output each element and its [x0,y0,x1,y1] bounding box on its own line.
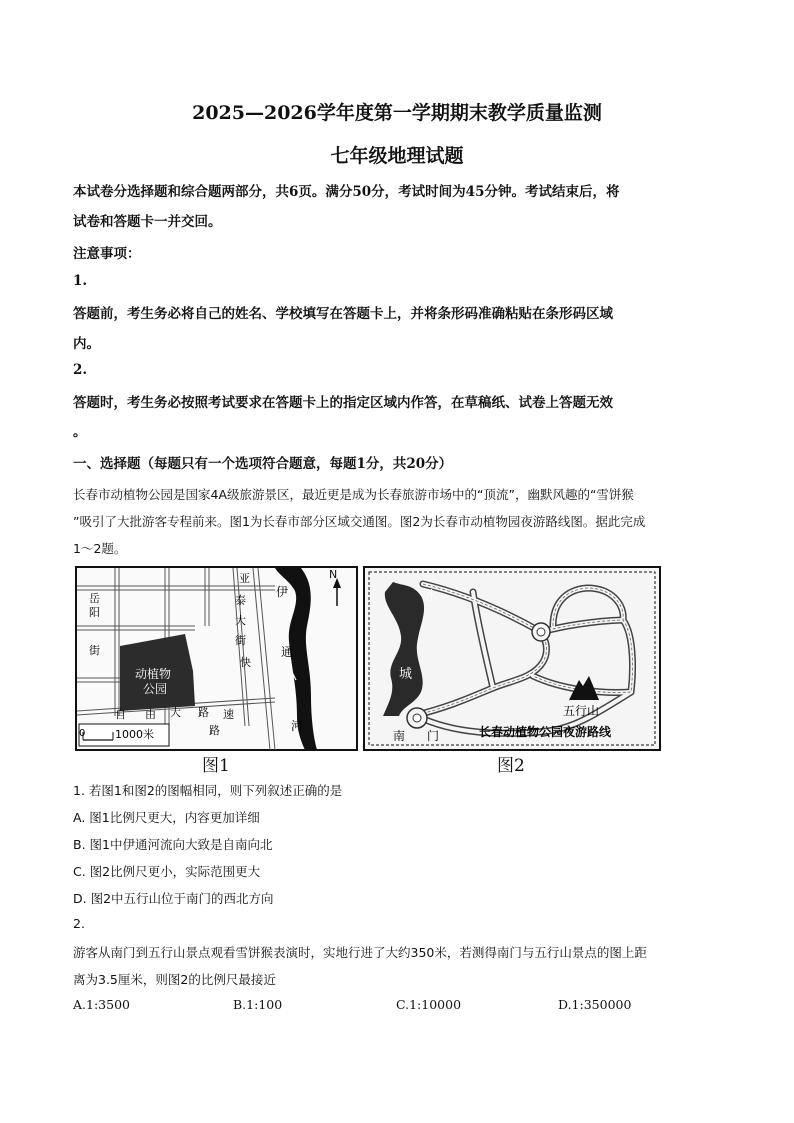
note-2-line-2: 。 [73,424,87,440]
label-da: 大 [235,614,246,627]
question-2-option-a: A.1:3500 [73,997,130,1012]
intro-line-2: 试卷和答题卡一并交回。 [73,214,222,230]
label-yue: 岳 [89,592,100,605]
label-mountain: 五行山 [563,704,600,718]
north-label: N [329,568,338,581]
label-jie-2: 街 [235,634,246,647]
question-1-stem: 1. 若图1和图2的图幅相同，则下列叙述正确的是 [73,783,343,798]
label-jie: 街 [89,644,100,657]
label-su: 速 [223,708,234,721]
question-2-option-d: D.1:350000 [558,997,632,1012]
question-2-option-c: C.1:10000 [396,997,462,1012]
passage-line-1: 长春市动植物公园是国家4A级旅游景区，最近更是成为长春旅游市场中的“顶流”，幽默风趣的“雪饼猴 [73,487,634,502]
scale-zero: 0 [79,728,86,739]
label-cheng: 城 [399,667,413,682]
note-1-line-1: 答题前，考生务必将自己的姓名、学校填写在答题卡上，并将条形码准确粘贴在条形码区域 [73,306,613,322]
figure-2-caption: 图2 [497,756,525,776]
label-men: 门 [427,729,440,743]
notes-heading: 注意事项： [73,246,141,262]
note-2-number: 2. [73,362,88,378]
label-tai: 泰 [235,594,246,607]
note-2-line-1: 答题时，考生务必按照考试要求在答题卡上的指定区域内作答，在草稿纸、试卷上答题无效 [73,395,613,411]
question-2-stem-line-1: 游客从南门到五行山景点观看雪饼猴表演时，实地行进了大约350米，若测得南门与五行山景点的图上距 [73,945,647,960]
note-1-number: 1. [73,273,88,289]
scale-label: 1000米 [115,728,154,741]
question-2-stem-line-2: 离为3.5厘米，则图2的比例尺最接近 [73,972,276,987]
question-1-option-d: D. 图2中五行山位于南门的西北方向 [73,891,274,906]
label-lu: 路 [209,724,220,737]
label-yang: 阳 [89,606,100,619]
figure-1-caption: 图1 [202,756,230,776]
figure-2-route-map [363,566,661,751]
exam-title: 2025—2026学年度第一学期期末教学质量监测 [192,102,602,124]
passage-line-2: ”吸引了大批游客专程前来。图1为长春市部分区域交通图。图2为长春市动植物园夜游路线图。据此完成 [73,514,646,529]
label-kuai: 快 [240,656,251,669]
label-park-1: 动植物 [135,667,172,681]
label-nan: 南 [393,729,406,743]
label-tong: 通 [281,645,294,659]
question-2-number: 2. [73,916,85,931]
intro-line-1: 本试卷分选择题和综合题两部分，共6页。满分50分，考试时间为45分钟。考试结束后，将 [73,184,620,200]
note-1-line-2: 内。 [73,336,100,352]
label-lu-2: 路 [198,706,209,719]
label-you: 由 [145,708,156,721]
route-title: 长春动植物公园夜游路线 [479,725,612,739]
question-1-option-b: B. 图1中伊通河流向大致是自南向北 [73,837,273,852]
figure-1-traffic-map [75,566,358,751]
section-1-heading: 一、选择题（每题只有一个选项符合题意，每题1分，共20分） [73,456,453,472]
label-ya: 亚 [239,572,250,585]
question-1-option-a: A. 图1比例尺更大，内容更加详细 [73,810,260,825]
label-shui: 水 [425,589,439,604]
exam-subtitle: 七年级地理试题 [330,145,464,167]
label-zi: 自 [115,708,126,721]
label-da-2: 大 [170,706,181,719]
question-1-option-c: C. 图2比例尺更小，实际范围更大 [73,864,261,879]
passage-line-3: 1～2题。 [73,541,127,556]
label-he: 河 [291,719,304,733]
label-yi: 伊 [276,585,289,599]
question-2-option-b: B.1:100 [233,997,283,1012]
label-park-2: 公园 [143,682,168,696]
